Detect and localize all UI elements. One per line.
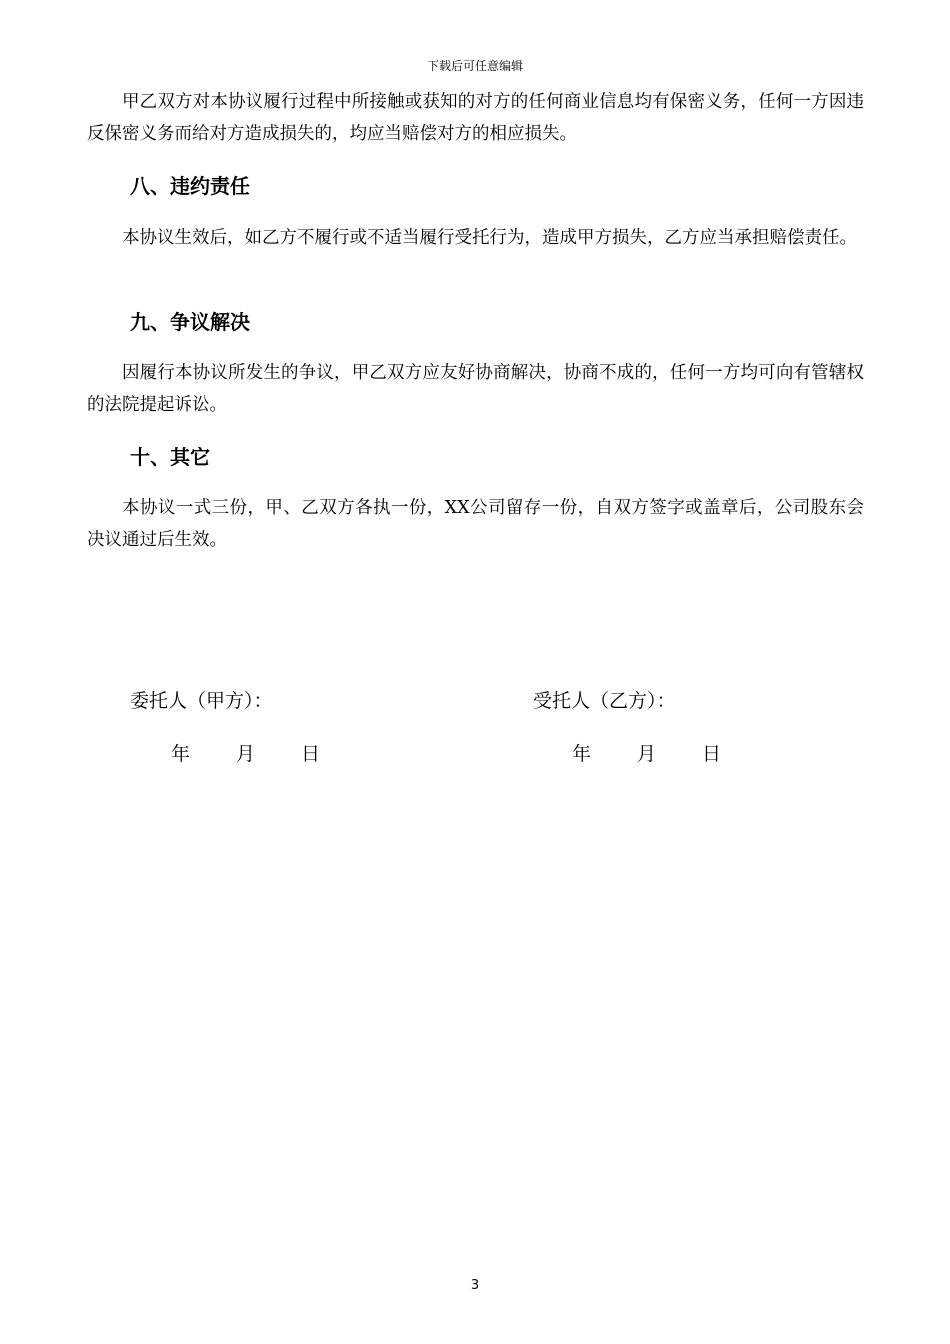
agent-date-month: 月	[637, 743, 657, 765]
principal-date-month: 月	[236, 743, 256, 765]
section-heading-other: 十、其它	[130, 445, 210, 469]
principal-signature-label: 委托人（甲方）：	[130, 690, 273, 712]
principal-date-year: 年	[171, 743, 191, 765]
dispute-paragraph: 因履行本协议所发生的争议，甲乙双方应友好协商解决，协商不成的，任何一方均可向有管辖权的法院提起诉讼。	[87, 363, 864, 415]
section-heading-dispute: 九、争议解决	[130, 310, 250, 334]
agent-date-line	[572, 740, 721, 768]
section-heading-breach: 八、违约责任	[130, 174, 250, 198]
agent-date-year: 年	[572, 743, 592, 765]
breach-paragraph: 本协议生效后，如乙方不履行或不适当履行受托行为，造成甲方损失，乙方应当承担赔偿责任。	[122, 228, 857, 248]
page-number: 3	[470, 1278, 480, 1293]
confidentiality-paragraph: 甲乙双方对本协议履行过程中所接触或获知的对方的任何商业信息均有保密义务，任何一方因违反保密义务而给对方造成损失的，均应当赔偿对方的相应损失。	[87, 92, 864, 144]
agent-signature-label: 受托人（乙方）：	[533, 690, 676, 712]
header-note: 下载后可任意编辑	[426, 59, 523, 73]
principal-date-day: 日	[301, 743, 321, 765]
other-paragraph: 本协议一式三份，甲、乙双方各执一份，XX公司留存一份，自双方签字或盖章后，公司股东会决议通过后生效。	[87, 498, 864, 550]
agent-date-day: 日	[702, 743, 722, 765]
principal-date-line	[171, 740, 320, 768]
